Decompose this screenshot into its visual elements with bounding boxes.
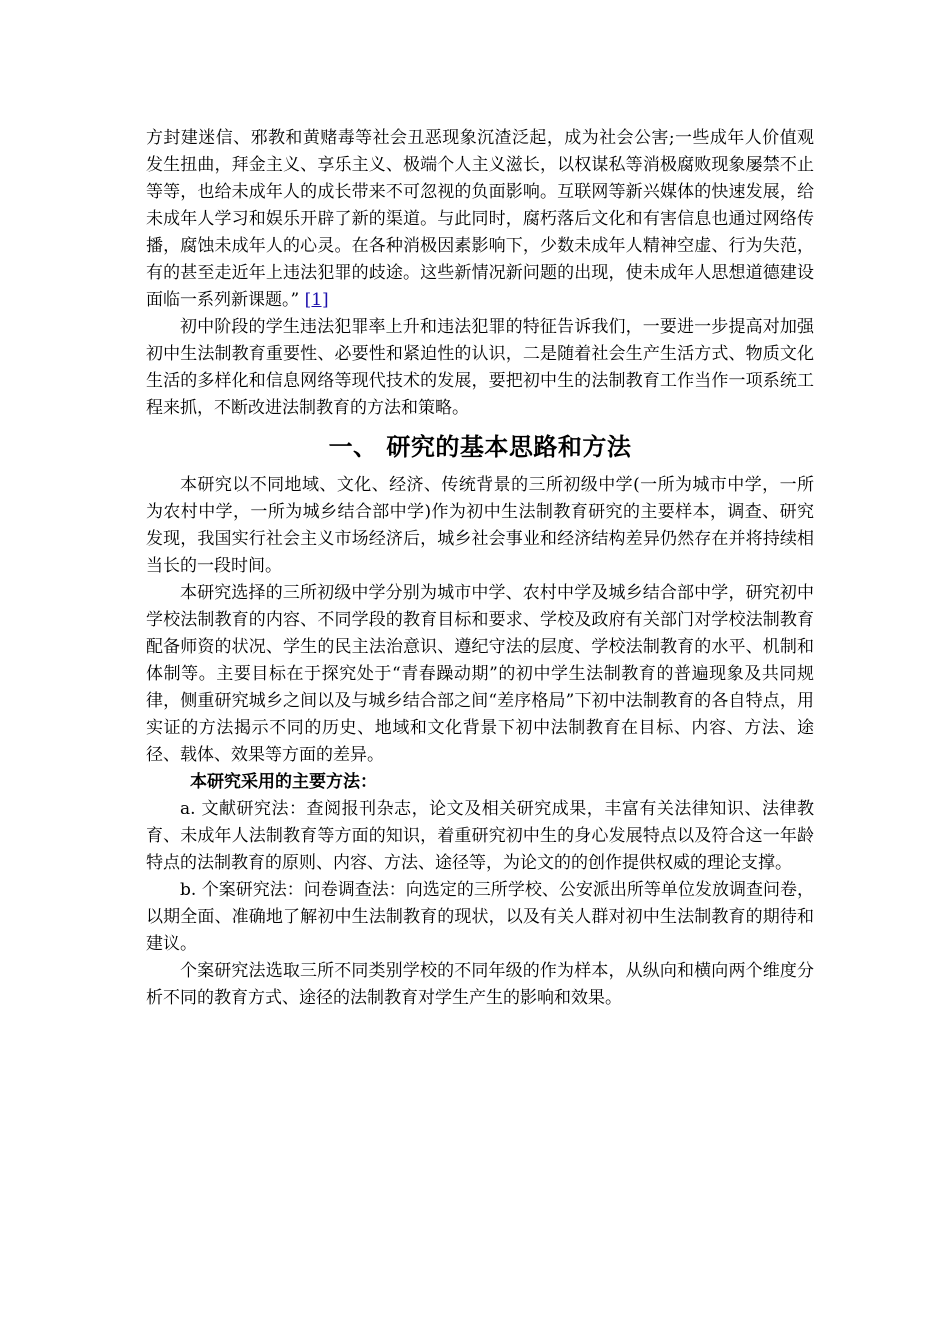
paragraph-research-scope: 本研究选择的三所初级中学分别为城市中学、农村中学及城乡结合部中学，研究初中学校法制教育的内容、不同学段的教育目标和要求、学校及政府有关部门对学校法制教育配备师资的状况、学生的民主法治意识、遵纪守法的层度、学校法制教育的水平、机制和体制等。主要目标在于探究处于“青春躁动期”的初中学生法制教育的普遍现象及共同规律，侧重研究城乡之间以及与城乡结合部之间“差序格局”下初中法制教育的各自特点，用实证的方法揭示不同的历史、地域和文化背景下初中法制教育在目标、内容、方法、途径、载体、效果等方面的差异。 (146, 583, 814, 765)
paragraph-student-crime: 初中阶段的学生违法犯罪率上升和违法犯罪的特征告诉我们，一要进一步提高对加强初中生法制教育重要性、必要性和紧迫性的认识，二是随着社会生产生活方式、物质文化生活的多样化和信息网络等现代技术的发展，要把初中生的法制教育工作当作一项系统工程来抓，不断改进法制教育的方法和策略。 (146, 317, 814, 418)
paragraph-continuation (146, 125, 814, 314)
section-heading: 一、 研究的基本思路和方法 (328, 433, 632, 461)
paragraph-method-case-study: b. 个案研究法：问卷调查法：向选定的三所学校、公安派出所等单位发放调查问卷，以期全面、准确地了解初中生法制教育的现状，以及有关人群对初中生法制教育的期待和建议。 (146, 880, 814, 954)
paragraph-method-literature: a. 文献研究法：查阅报刊杂志，论文及相关研究成果，丰富有关法律知识、法律教育、未成年人法制教育等方面的知识，着重研究初中生的身心发展特点以及符合这一年龄特点的法制教育的原则、内容、方法、途径等，为论文的的创作提供权威的理论支撑。 (146, 799, 814, 873)
paragraph-text: 方封建迷信、邪教和黄赌毒等社会丑恶现象沉渣泛起，成为社会公害;一些成年人价值观发生扭曲，拜金主义、享乐主义、极端个人主义滋长，以权谋私等消极腐败现象屡禁不止等等，也给未成年人的成长带来不可忽视的负面影响。互联网等新兴媒体的快速发展，给未成年人学习和娱乐开辟了新的渠道。与此同时，腐朽落后文化和有害信息也通过网络传播，腐蚀未成年人的心灵。在各种消极因素影响下，少数未成年人精神空虚、行为失范，有的甚至走近年上违法犯罪的歧途。这些新情况新问题的出现，使未成年人思想道德建设面临一系列新课题。” (146, 128, 814, 310)
paragraph-case-study-detail: 个案研究法选取三所不同类别学校的不同年级的作为样本，从纵向和横向两个维度分析不同的教育方式、途径的法制教育对学生产生的影响和效果。 (146, 961, 814, 1008)
paragraph-research-sample: 本研究以不同地域、文化、经济、传统背景的三所初级中学(一所为城市中学，一所为农村中学，一所为城乡结合部中学)作为初中生法制教育研究的主要样本，调查、研究发现，我国实行社会主义市场经济后，城乡社会事业和经济结构差异仍然存在并将持续相当长的一段时间。 (146, 475, 814, 576)
footnote-reference-link[interactable]: [1] (304, 290, 329, 310)
document-body (146, 125, 814, 1012)
methods-subheading: 本研究采用的主要方法： (190, 772, 377, 792)
